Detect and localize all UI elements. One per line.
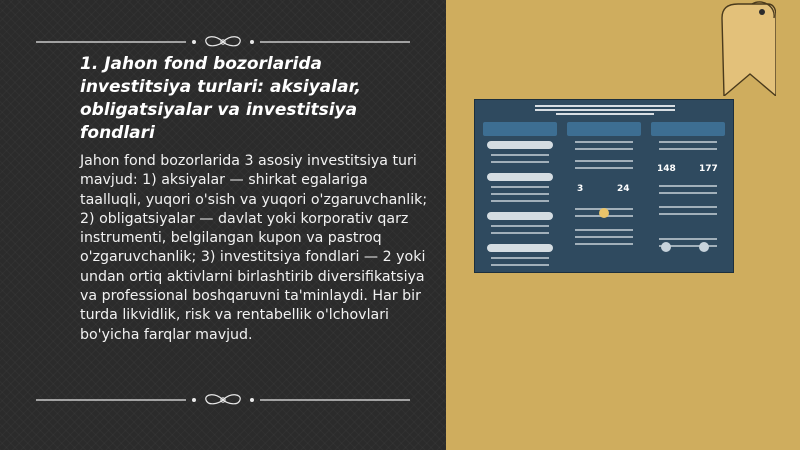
gauge-icon bbox=[661, 242, 671, 252]
slide-body-text: Jahon fond bozorlarida 3 asosiy investitsiya turi mavjud: 1) aksiyalar — shirkat egalariga taalluqli, yuqori o'sish va yuqori o'zgaruvchanlik; 2) obligatsiyalar — davlat yoki korporativ qarz instrumenti, belgilangan kupon va pastroq o'zgaruvchanlik; 3) investitsiya fondlari — 2 yoki undan ortiq aktivlarni birlashtirib diversifikatsiya va professional boshqaruvni ta'minlaydi. Har bir turda likvidlik, risk va rentabellik o'lchovlari bo'yicha farqlar mavjud. bbox=[80, 153, 428, 343]
coin-icon bbox=[599, 208, 609, 218]
infographic-figure: 148 bbox=[657, 164, 676, 174]
bottom-flourish-divider bbox=[36, 390, 410, 410]
slide-title: 1. Jahon fond bozorlarida investitsiya turlari: aksiyalar, obligatsiyalar va investitsiya fondlari bbox=[80, 54, 361, 143]
infographic-title bbox=[535, 105, 675, 117]
infographic-column-bonds bbox=[565, 122, 643, 267]
infographic-figure: 3 bbox=[577, 184, 584, 194]
infographic-figure: 24 bbox=[617, 184, 630, 194]
gauge-icon bbox=[699, 242, 709, 252]
infographic-column-funds bbox=[649, 122, 727, 267]
infographic-figure: 177 bbox=[699, 164, 718, 174]
top-flourish-divider bbox=[36, 32, 410, 52]
investment-infographic-image bbox=[474, 99, 734, 273]
bookmark-ribbon bbox=[718, 0, 776, 96]
infographic-column-stocks bbox=[481, 122, 559, 267]
